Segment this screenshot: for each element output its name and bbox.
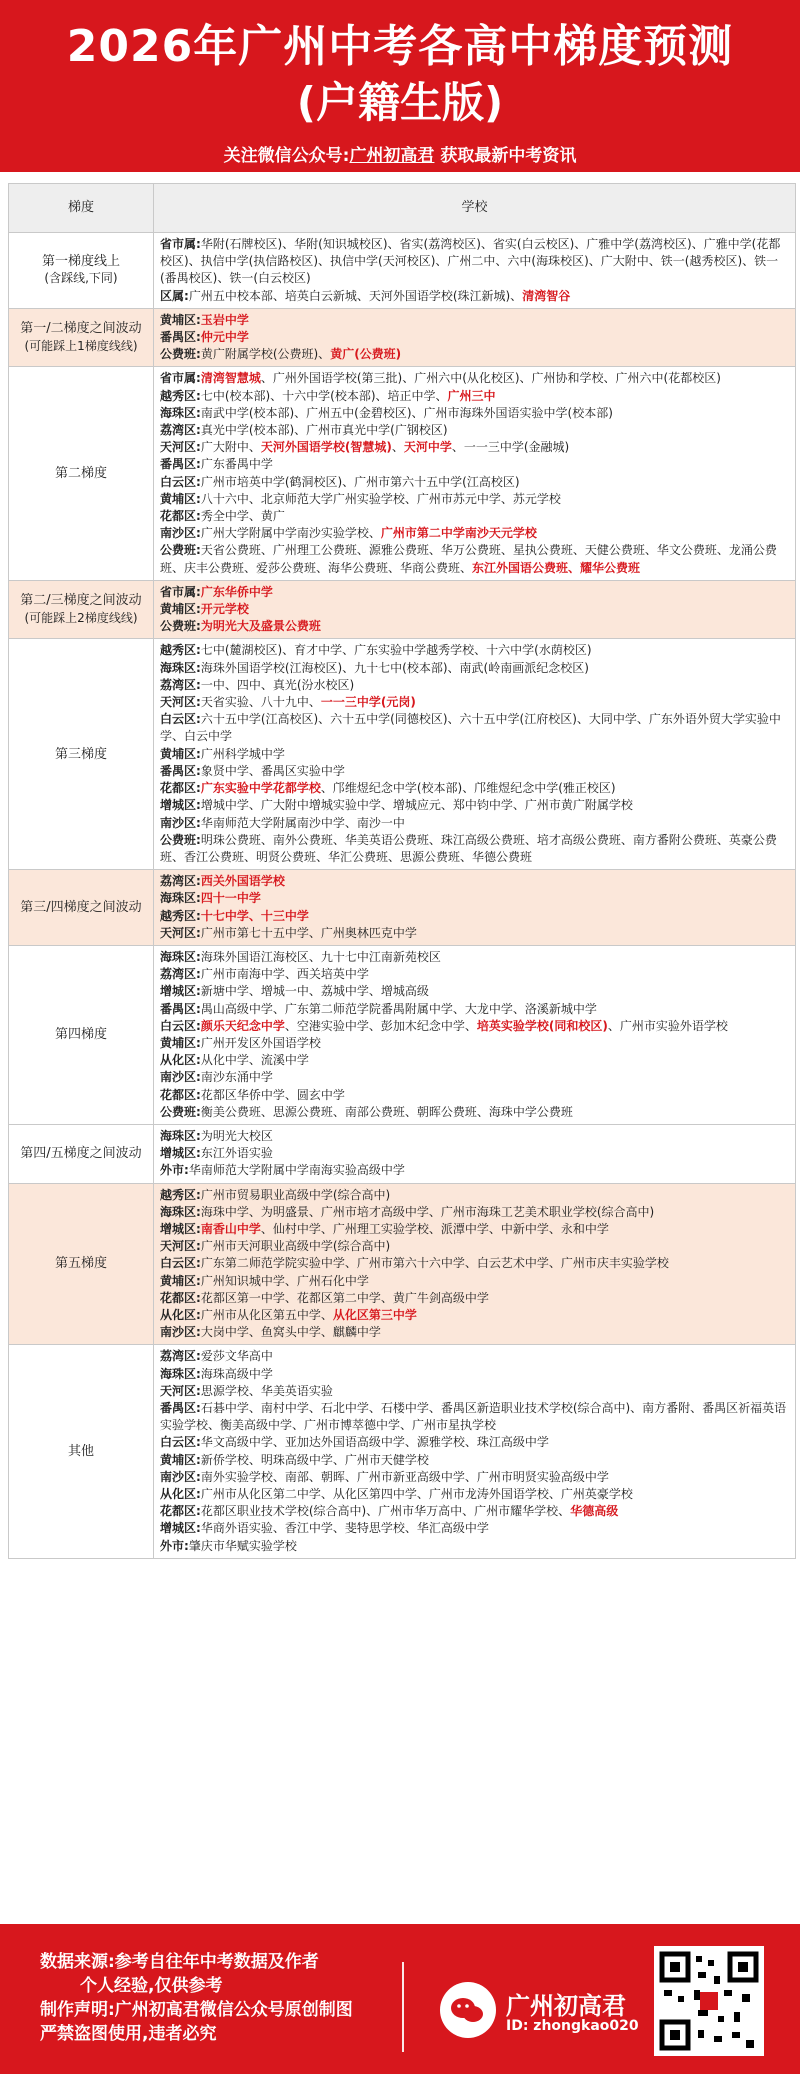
district-line	[160, 1255, 789, 1272]
district-line	[160, 1400, 789, 1434]
highlighted-school: 仲元中学	[200, 330, 249, 345]
district-label: 增城区:	[160, 798, 201, 813]
school-list: 广东第二师范学院实验中学、广州市第六十六中学、白云艺术中学、广州市庆丰实验学校	[200, 1256, 669, 1271]
table-row	[9, 1345, 796, 1558]
district-label: 天河区:	[160, 440, 201, 455]
tier-sub-label: (可能踩上2梯度线线)	[24, 610, 138, 625]
school-list: 肇庆市华赋实验学校	[188, 1538, 297, 1553]
school-list: 广州大学附属中学南沙实验学校、	[200, 526, 381, 541]
district-label: 天河区:	[160, 925, 201, 940]
district-label: 外市:	[160, 1163, 189, 1178]
school-cell	[154, 367, 796, 580]
tier-table	[8, 183, 796, 1559]
tier-cell	[9, 308, 154, 367]
school-list: 爱莎文华高中	[200, 1349, 273, 1364]
district-label: 黄埔区:	[160, 1273, 201, 1288]
school-list: 海珠中学、为明盛景、广州市培才高级中学、广州市海珠工艺美术职业学校(综合高中)	[200, 1204, 655, 1219]
district-label: 增城区:	[160, 1146, 201, 1161]
statement-line-2: 严禁盗图使用,违者必究	[40, 2024, 217, 2044]
highlighted-school: 华德高级	[570, 1504, 619, 1519]
district-line	[160, 1366, 789, 1383]
district-line	[160, 405, 789, 422]
district-line	[160, 1221, 789, 1238]
district-line	[160, 797, 789, 814]
tier-cell	[9, 1183, 154, 1345]
highlighted-school: 清湾智谷	[522, 288, 571, 303]
tier-cell	[9, 1124, 154, 1183]
school-list: 思源学校、华美英语实验	[200, 1383, 333, 1398]
table-row	[9, 1124, 796, 1183]
district-line	[160, 370, 789, 387]
district-label: 越秀区:	[160, 1187, 201, 1202]
district-label: 公费班:	[160, 347, 201, 362]
tier-label: 第一/二梯度之间波动	[20, 321, 142, 337]
school-list: 广东番禺中学	[200, 457, 273, 472]
school-list: 一中、四中、真光(汾水校区)	[200, 677, 355, 692]
district-line	[160, 236, 789, 288]
table-row	[9, 639, 796, 870]
school-cell	[154, 945, 796, 1124]
school-list: 明珠公费班、南外公费班、华美英语公费班、珠江高级公费班、培才高级公费班、南方番附公费班、英豪公费班、香江公费班、明贤公费班、华汇公费班、思源公费班、华德公费班	[160, 832, 777, 864]
school-list: 真光中学(校本部)、广州市真光中学(广钢校区)	[200, 423, 448, 438]
district-label: 番禺区:	[160, 330, 201, 345]
highlighted-school: 一一三中学(元岗)	[320, 695, 416, 710]
district-line	[160, 890, 789, 907]
district-label: 黄埔区:	[160, 491, 201, 506]
district-label: 白云区:	[160, 474, 201, 489]
brand-name: 广州初高君	[506, 1992, 626, 2020]
table-row	[9, 367, 796, 580]
district-label: 海珠区:	[160, 949, 201, 964]
data-source-line-2: 个人经验,仅供参考	[80, 1976, 223, 1996]
school-list: 为明光大校区	[200, 1128, 273, 1143]
district-line	[160, 456, 789, 473]
tier-label: 第二梯度	[54, 466, 107, 482]
school-list: 华南师范大学附属南沙中学、南沙一中	[200, 815, 405, 830]
district-line	[160, 1238, 789, 1255]
school-cell	[154, 1345, 796, 1558]
table-row	[9, 580, 796, 639]
district-label: 南沙区:	[160, 815, 201, 830]
district-line	[160, 525, 789, 542]
highlighted-school: 南香山中学	[200, 1221, 261, 1236]
school-list: 七中(麓湖校区)、育才中学、广东实验中学越秀学校、十六中学(水荫校区)	[200, 643, 592, 658]
district-line	[160, 542, 789, 576]
tier-sub-label: (可能踩上1梯度线线)	[24, 338, 138, 353]
notice-suffix: 获取最新中考资讯	[434, 146, 577, 166]
school-list: 新侨学校、明珠高级中学、广州市天健学校	[200, 1452, 429, 1467]
district-line	[160, 966, 789, 983]
school-list: 衡美公费班、思源公费班、南部公费班、朝晖公费班、海珠中学公费班	[200, 1104, 573, 1119]
tier-cell	[9, 1345, 154, 1558]
school-cell	[154, 1124, 796, 1183]
district-line	[160, 1087, 789, 1104]
school-list: 南外实验学校、南部、朝晖、广州市新亚高级中学、广州市明贤实验高级中学	[200, 1469, 609, 1484]
district-line	[160, 1001, 789, 1018]
district-label: 海珠区:	[160, 1366, 201, 1381]
school-list: 增城中学、广大附中增城实验中学、增城应元、郑中钧中学、广州市黄广附属学校	[200, 798, 633, 813]
school-cell	[154, 233, 796, 309]
district-line	[160, 983, 789, 1000]
school-list: 石碁中学、南村中学、石北中学、石楼中学、番禺区新造职业技术学校(综合高中)、南方番附、番禺区祈福英语实验学校、衡美高级中学、广州市博萃德中学、广州市星执学校	[160, 1401, 787, 1433]
school-list: 七中(校本部)、十六中学(校本部)、培正中学、	[200, 388, 448, 403]
tier-cell	[9, 639, 154, 870]
district-line	[160, 601, 789, 618]
district-label: 增城区:	[160, 1521, 201, 1536]
district-line	[160, 1145, 789, 1162]
district-line	[160, 642, 789, 659]
tier-label: 第五梯度	[54, 1256, 107, 1272]
district-line	[160, 1538, 789, 1555]
highlighted-school: 西关外国语学校	[200, 874, 285, 889]
school-list: 广州五中校本部、培英白云新城、天河外国语学校(珠江新城)、	[188, 288, 523, 303]
school-list: 广州市南海中学、西关培英中学	[200, 967, 369, 982]
district-label: 从化区:	[160, 1307, 201, 1322]
school-list: 广州知识城中学、广州石化中学	[200, 1273, 369, 1288]
tier-label: 第一梯度线上	[41, 254, 120, 270]
highlighted-school: 开元学校	[200, 602, 249, 617]
district-label: 公费班:	[160, 619, 201, 634]
page-title: 2026年广州中考各高中梯度预测	[66, 21, 734, 72]
tier-label: 第三梯度	[54, 746, 107, 762]
district-line	[160, 763, 789, 780]
school-list: 天省实验、八十九中、	[200, 695, 321, 710]
school-cell	[154, 1183, 796, 1345]
district-label: 番禺区:	[160, 1001, 201, 1016]
district-line	[160, 1204, 789, 1221]
highlighted-school: 天河外国语学校(智慧城)	[260, 440, 392, 455]
school-list: 南武中学(校本部)、广州五中(金碧校区)、广州市海珠外国语实验中学(校本部)	[200, 405, 613, 420]
school-list: 广州市培英中学(鹤洞校区)、广州市第六十五中学(江高校区)	[200, 474, 520, 489]
district-label: 海珠区:	[160, 405, 201, 420]
school-cell	[154, 580, 796, 639]
district-label: 南沙区:	[160, 1469, 201, 1484]
school-list: 花都区华侨中学、圆玄中学	[200, 1087, 345, 1102]
table-body	[9, 233, 796, 1559]
school-cell	[154, 870, 796, 946]
district-line	[160, 1486, 789, 1503]
district-label: 公费班:	[160, 543, 201, 558]
wechat-logo-icon	[440, 1982, 496, 2038]
district-label: 花都区:	[160, 781, 201, 796]
district-label: 花都区:	[160, 1087, 201, 1102]
tier-cell	[9, 367, 154, 580]
district-label: 从化区:	[160, 1487, 201, 1502]
tier-label: 第三/四梯度之间波动	[20, 899, 142, 915]
school-list: 华南师范大学附属中学南海实验高级中学	[188, 1163, 405, 1178]
district-line	[160, 780, 789, 797]
school-list: 、广州市实验外语学校	[607, 1018, 728, 1033]
district-label: 荔湾区:	[160, 677, 201, 692]
district-line	[160, 1503, 789, 1520]
highlighted-school: 广州市第二中学南沙天元学校	[380, 526, 537, 541]
tier-label: 第四/五梯度之间波动	[20, 1146, 142, 1162]
district-line	[160, 618, 789, 635]
district-label: 荔湾区:	[160, 1349, 201, 1364]
tier-cell	[9, 945, 154, 1124]
district-label: 黄埔区:	[160, 312, 201, 327]
district-label: 公费班:	[160, 832, 201, 847]
school-list: 、一一三中学(金融城)	[451, 440, 570, 455]
school-list: 花都区职业技术学校(综合高中)、广州市华万高中、广州市耀华学校、	[200, 1504, 571, 1519]
qr-code-icon[interactable]	[654, 1946, 764, 2056]
district-label: 越秀区:	[160, 643, 201, 658]
district-line	[160, 1469, 789, 1486]
tier-cell	[9, 870, 154, 946]
district-label: 海珠区:	[160, 660, 201, 675]
school-list: 、仙村中学、广州理工实验学校、派潭中学、中新中学、永和中学	[260, 1221, 609, 1236]
school-list: 象贤中学、番禺区实验中学	[200, 763, 345, 778]
district-line	[160, 1128, 789, 1145]
school-list: 华附(石牌校区)、华附(知识城校区)、省实(荔湾校区)、省实(白云校区)、广雅中学(荔湾校区)、广雅中学(花都校区)、执信中学(执信路校区)、执信中学(天河校区)、广州二中、六中(海珠校区)、广大附中、铁一(越秀校区)、铁一(番禺校区)、铁一(白云校区)	[160, 237, 781, 286]
district-line	[160, 694, 789, 711]
highlighted-school: 为明光大及盛景公费班	[200, 619, 321, 634]
district-label: 黄埔区:	[160, 1452, 201, 1467]
district-line	[160, 660, 789, 677]
school-list: 从化中学、流溪中学	[200, 1053, 309, 1068]
district-label: 从化区:	[160, 1053, 201, 1068]
school-list: 广州市第七十五中学、广州奥林匹克中学	[200, 925, 417, 940]
district-label: 天河区:	[160, 695, 201, 710]
highlighted-school: 清湾智慧城	[200, 371, 261, 386]
school-cell	[154, 308, 796, 367]
school-list: 、邝维煜纪念中学(校本部)、邝维煜纪念中学(雅正校区)	[320, 781, 616, 796]
school-cell	[154, 639, 796, 870]
school-list: 海珠外国语江海校区、九十七中江南新苑校区	[200, 949, 441, 964]
school-list: 花都区第一中学、花都区第二中学、黄广牛剑高级中学	[200, 1290, 489, 1305]
highlighted-school: 广东华侨中学	[200, 584, 273, 599]
school-list: 广州市天河职业高级中学(综合高中)	[200, 1239, 391, 1254]
highlighted-school: 黄广(公费班)	[330, 347, 402, 362]
district-line	[160, 815, 789, 832]
table-row	[9, 1183, 796, 1345]
district-label: 南沙区:	[160, 1070, 201, 1085]
school-list: 华文高级中学、亚加达外国语高级中学、源雅学校、珠江高级中学	[200, 1435, 549, 1450]
district-line	[160, 439, 789, 456]
school-list: 六十五中学(江高校区)、六十五中学(同德校区)、六十五中学(江府校区)、大同中学、广东外语外贸大学实验中学、白云中学	[160, 712, 781, 744]
district-line	[160, 925, 789, 942]
school-list: 广州开发区外国语学校	[200, 1035, 321, 1050]
tier-label: 其他	[67, 1444, 94, 1459]
district-label: 荔湾区:	[160, 967, 201, 982]
district-label: 外市:	[160, 1538, 189, 1553]
school-list: 南沙东涌中学	[200, 1070, 273, 1085]
school-list: 广州市从化区第二中学、从化区第四中学、广州市龙涛外国语学校、广州英豪学校	[200, 1487, 633, 1502]
district-line	[160, 1035, 789, 1052]
school-list: 、空港实验中学、彭加木纪念中学、	[284, 1018, 477, 1033]
district-label: 白云区:	[160, 1256, 201, 1271]
header-tier: 梯度	[9, 184, 154, 233]
district-line	[160, 1273, 789, 1290]
school-list: 天省公费班、广州理工公费班、源雅公费班、华万公费班、星执公费班、天健公费班、华文公费班、龙涌公费班、庆丰公费班、爱莎公费班、海华公费班、华商公费班、	[160, 543, 777, 575]
district-line	[160, 508, 789, 525]
district-label: 花都区:	[160, 1290, 201, 1305]
brand-block[interactable]	[440, 1982, 640, 2042]
district-label: 南沙区:	[160, 1325, 201, 1340]
district-label: 省市属:	[160, 584, 201, 599]
district-label: 黄埔区:	[160, 1035, 201, 1050]
district-label: 天河区:	[160, 1383, 201, 1398]
tier-cell	[9, 233, 154, 309]
district-line	[160, 388, 789, 405]
district-label: 花都区:	[160, 1504, 201, 1519]
district-label: 省市属:	[160, 371, 201, 386]
highlighted-school: 十七中学、十三中学	[200, 908, 309, 923]
highlighted-school: 培英实验学校(同和校区)	[476, 1018, 608, 1033]
statement-line: 制作声明:广州初高君微信公众号原创制图	[40, 2000, 353, 2020]
district-line	[160, 422, 789, 439]
district-label: 越秀区:	[160, 908, 201, 923]
district-label: 白云区:	[160, 1018, 201, 1033]
district-label: 海珠区:	[160, 891, 201, 906]
district-line	[160, 474, 789, 491]
tier-table-container	[8, 183, 796, 1559]
school-list: 海珠高级中学	[200, 1366, 273, 1381]
highlighted-school: 广东实验中学花都学校	[200, 781, 321, 796]
notice-prefix: 关注微信公众号:	[223, 146, 350, 166]
tier-sub-label: (含踩线,下同)	[44, 271, 118, 286]
district-line	[160, 1434, 789, 1451]
brand-id: ID: zhongkao020	[506, 2018, 639, 2034]
district-line	[160, 1187, 789, 1204]
school-list: 、广州外国语学校(第三批)、广州六中(从化校区)、广州协和学校、广州六中(花都校区)	[260, 371, 721, 386]
district-label: 荔湾区:	[160, 423, 201, 438]
district-line	[160, 677, 789, 694]
follow-notice	[0, 141, 800, 166]
school-list: 禺山高级中学、广东第二师范学院番禺附属中学、大龙中学、洛溪新城中学	[200, 1001, 597, 1016]
district-label: 增城区:	[160, 984, 201, 999]
district-label: 区属:	[160, 288, 189, 303]
tier-label: 第四梯度	[54, 1027, 107, 1043]
school-list: 广州市贸易职业高级中学(综合高中)	[200, 1187, 391, 1202]
district-line	[160, 1452, 789, 1469]
district-line	[160, 1104, 789, 1121]
footer-banner	[0, 1924, 800, 2074]
district-label: 天河区:	[160, 1239, 201, 1254]
school-list: 秀全中学、黄广	[200, 509, 285, 524]
school-list: 东江外语实验	[200, 1146, 273, 1161]
header-school: 学校	[154, 184, 796, 233]
district-line	[160, 491, 789, 508]
data-source-line: 数据来源:参考自往年中考数据及作者	[40, 1952, 319, 1972]
highlighted-school: 广州三中	[447, 388, 496, 403]
district-label: 越秀区:	[160, 388, 201, 403]
account-link[interactable]: 广州初高君	[349, 146, 435, 166]
highlighted-school: 从化区第三中学	[332, 1307, 417, 1322]
school-list: 大岗中学、鱼窝头中学、麒麟中学	[200, 1325, 381, 1340]
table-header-row	[9, 184, 796, 233]
tier-cell	[9, 580, 154, 639]
table-row	[9, 870, 796, 946]
highlighted-school: 东江外国语公费班、耀华公费班	[472, 560, 641, 575]
header-banner	[0, 0, 800, 172]
district-line	[160, 1162, 789, 1179]
district-label: 花都区:	[160, 509, 201, 524]
district-line	[160, 329, 789, 346]
district-line	[160, 1520, 789, 1537]
table-row	[9, 233, 796, 309]
district-label: 南沙区:	[160, 526, 201, 541]
school-list: 广州市从化区第五中学、	[200, 1307, 333, 1322]
district-line	[160, 1307, 789, 1324]
school-list: 海珠外国语学校(江海校区)、九十七中(校本部)、南武(岭南画派纪念校区)	[200, 660, 589, 675]
school-list: 华商外语实验、香江中学、斐特思学校、华汇高级中学	[200, 1521, 489, 1536]
district-label: 白云区:	[160, 1435, 201, 1450]
district-label: 荔湾区:	[160, 874, 201, 889]
district-line	[160, 1290, 789, 1307]
district-label: 黄埔区:	[160, 746, 201, 761]
district-line	[160, 873, 789, 890]
district-line	[160, 908, 789, 925]
district-line	[160, 312, 789, 329]
district-line	[160, 346, 789, 363]
district-label: 白云区:	[160, 712, 201, 727]
district-line	[160, 711, 789, 745]
district-label: 番禺区:	[160, 763, 201, 778]
district-line	[160, 1348, 789, 1365]
school-list: 广大附中、	[200, 440, 261, 455]
district-label: 公费班:	[160, 1104, 201, 1119]
district-label: 省市属:	[160, 237, 201, 251]
highlighted-school: 四十一中学	[200, 891, 261, 906]
school-list: 、	[391, 440, 404, 455]
highlighted-school: 颜乐天纪念中学	[200, 1018, 285, 1033]
district-line	[160, 1052, 789, 1069]
district-line	[160, 949, 789, 966]
footer-text	[40, 1950, 380, 2046]
district-label: 海珠区:	[160, 1128, 201, 1143]
school-list: 广州科学城中学	[200, 746, 285, 761]
district-line	[160, 1383, 789, 1400]
school-list: 黄广附属学校(公费班)、	[200, 347, 331, 362]
district-label: 番禺区:	[160, 1401, 201, 1415]
highlighted-school: 天河中学	[403, 440, 452, 455]
district-line	[160, 1018, 789, 1035]
district-line	[160, 746, 789, 763]
district-line	[160, 1324, 789, 1341]
district-label: 海珠区:	[160, 1204, 201, 1219]
page-subtitle: (户籍生版)	[296, 78, 504, 127]
highlighted-school: 玉岩中学	[200, 312, 249, 327]
district-line	[160, 584, 789, 601]
district-label: 黄埔区:	[160, 602, 201, 617]
district-line	[160, 832, 789, 866]
table-row	[9, 945, 796, 1124]
district-label: 番禺区:	[160, 457, 201, 472]
footer-divider	[402, 1962, 404, 2052]
tier-label: 第二/三梯度之间波动	[20, 593, 142, 609]
school-list: 新塘中学、增城一中、荔城中学、增城高级	[200, 984, 429, 999]
school-list: 八十六中、北京师范大学广州实验学校、广州市苏元中学、苏元学校	[200, 491, 561, 506]
table-row	[9, 308, 796, 367]
district-line	[160, 1069, 789, 1086]
district-label: 增城区:	[160, 1221, 201, 1236]
district-line	[160, 288, 789, 305]
